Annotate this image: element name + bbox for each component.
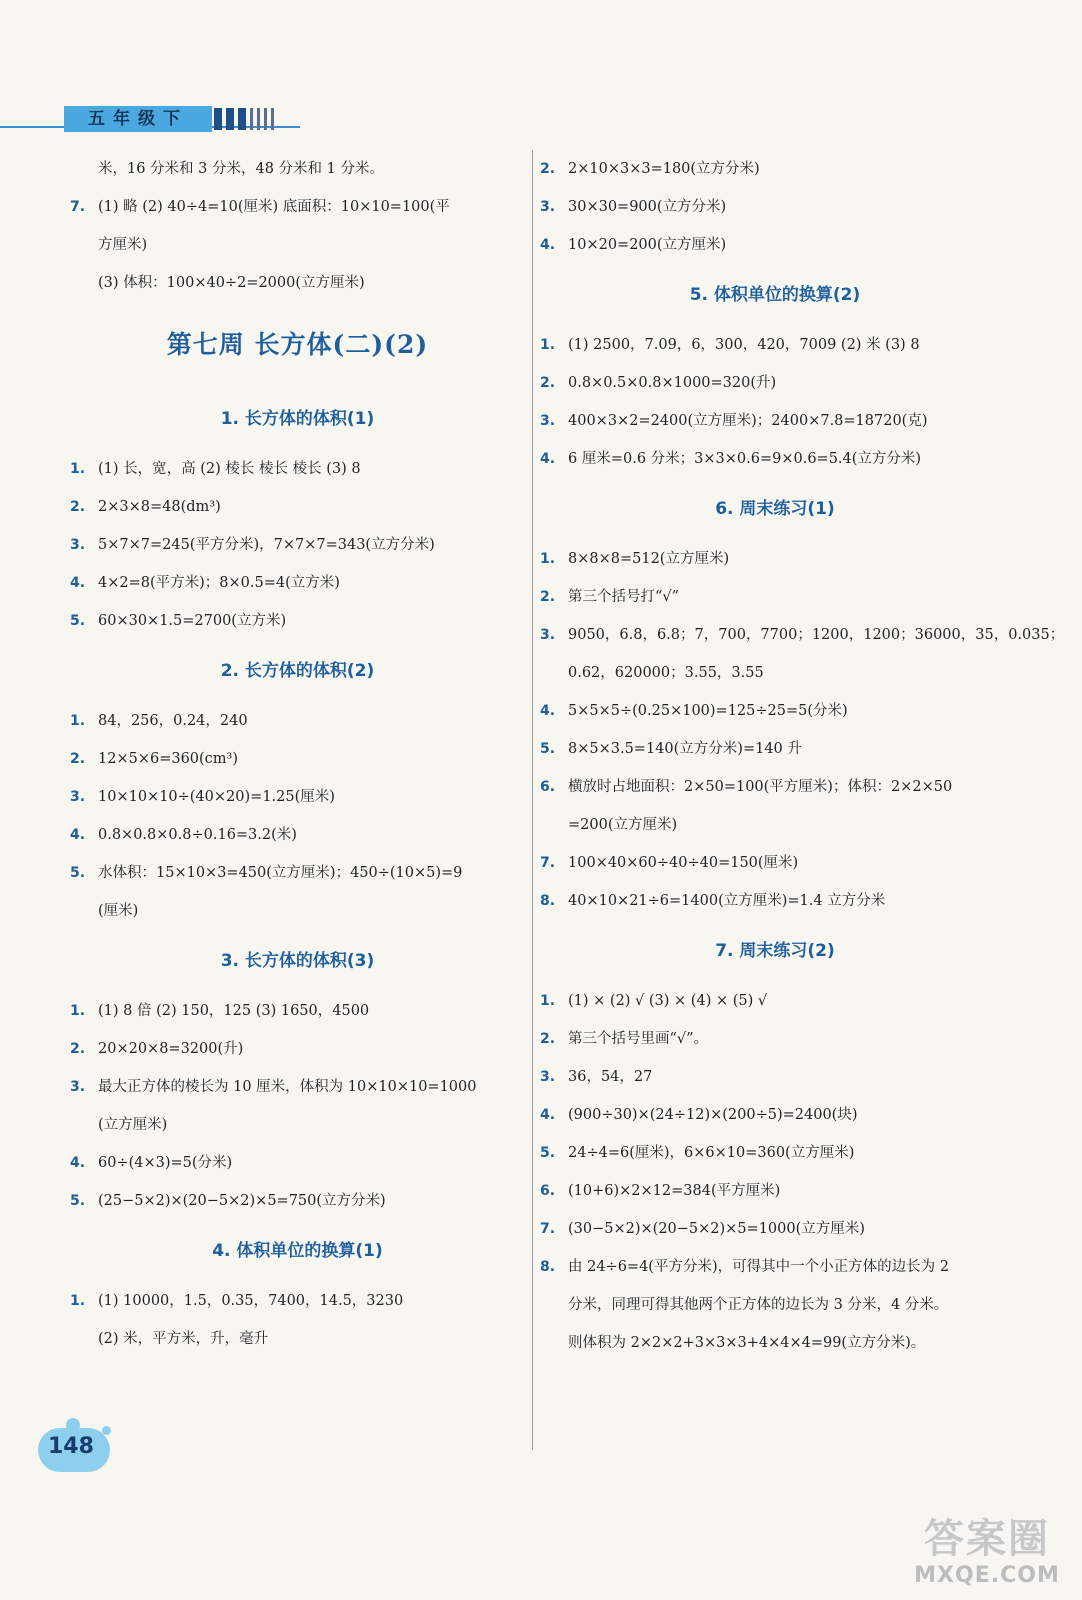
answer-item <box>540 616 1065 654</box>
answer-continuation: (厘米) <box>98 903 139 919</box>
item-text: 400×3×2=2400(立方厘米)；2400×7.8=18720(克) <box>568 413 928 429</box>
answer-item <box>70 1282 525 1320</box>
item-text: 84，256，0.24，240 <box>98 713 248 729</box>
grade-label: 五年级下 <box>64 106 212 132</box>
item-number: 3. <box>70 1079 86 1095</box>
answer-item <box>70 188 525 226</box>
item-number: 1. <box>540 551 556 567</box>
answer-continuation: 分米，同理可得其他两个正方体的边长为 3 分米，4 分米。 <box>568 1297 949 1313</box>
item-number: 1. <box>540 993 556 1009</box>
item-text: 40×10×21÷6=1400(立方厘米)=1.4 立方分米 <box>568 893 886 909</box>
item-number: 1. <box>70 1293 86 1309</box>
chapter-title: 第七周 长方体(二)(2) <box>166 330 429 359</box>
item-number: 4. <box>70 575 86 591</box>
item-text: (1) 略 (2) 40÷4=10(厘米) 底面积：10×10=100(平 <box>98 199 450 215</box>
answer-item <box>70 488 525 526</box>
item-number: 2. <box>540 375 556 391</box>
item-number: 2. <box>540 1031 556 1047</box>
section-title: 6. 周末练习(1) <box>715 499 835 519</box>
item-number: 4. <box>540 237 556 253</box>
item-text: 4×2=8(平方米)；8×0.5=4(立方米) <box>98 575 340 591</box>
answer-item <box>70 816 525 854</box>
item-text: (1) 长，宽，高 (2) 棱长 棱长 棱长 (3) 8 <box>98 461 361 477</box>
answer-item <box>540 730 1010 768</box>
section-title: 3. 长方体的体积(3) <box>220 951 375 971</box>
item-text: (10+6)×2×12=384(平方厘米) <box>568 1183 781 1199</box>
section-title: 7. 周末练习(2) <box>715 941 835 961</box>
item-number: 5. <box>540 741 556 757</box>
answer-continuation: =200(立方厘米) <box>568 817 678 833</box>
item-number: 5. <box>70 613 86 629</box>
answer-item <box>540 1058 1010 1096</box>
item-text: (30−5×2)×(20−5×2)×5=1000(立方厘米) <box>568 1221 865 1237</box>
item-number: 5. <box>70 1193 86 1209</box>
item-text: 9050，6.8，6.8；7，700，7700；1200，1200；36000，35，0.035； <box>568 627 1065 643</box>
item-text: 8×5×3.5=140(立方分米)=140 升 <box>568 741 802 757</box>
item-text: 0.8×0.8×0.8÷0.16=3.2(米) <box>98 827 297 843</box>
item-text: 第三个括号里画“√”。 <box>568 1031 709 1047</box>
answer-continuation: 米，16 分米和 3 分米，48 分米和 1 分米。 <box>98 161 385 177</box>
answer-continuation: 方厘米) <box>98 237 148 253</box>
answer-continuation: 0.62，620000；3.55，3.55 <box>568 665 764 681</box>
item-number: 3. <box>540 199 556 215</box>
item-number: 4. <box>540 703 556 719</box>
item-text: (1) × (2) √ (3) × (4) × (5) √ <box>568 993 768 1009</box>
item-text: 0.8×0.5×0.8×1000=320(升) <box>568 375 777 391</box>
answer-item <box>540 440 1010 478</box>
item-text: 100×40×60÷40÷40=150(厘米) <box>568 855 799 871</box>
watermark-logo <box>912 1514 1062 1590</box>
answer-item <box>70 450 525 488</box>
answer-continuation: (立方厘米) <box>98 1117 168 1133</box>
section-title: 4. 体积单位的换算(1) <box>212 1241 383 1261</box>
answer-item <box>540 540 1010 578</box>
item-text: 60×30×1.5=2700(立方米) <box>98 613 287 629</box>
section-title: 2. 长方体的体积(2) <box>220 661 375 681</box>
answer-item <box>540 226 1010 264</box>
header-stripes <box>214 108 274 130</box>
item-number: 7. <box>540 855 556 871</box>
answer-item <box>540 882 1010 920</box>
item-number: 4. <box>70 1155 86 1171</box>
item-text: 2×10×3×3=180(立方分米) <box>568 161 760 177</box>
answer-item <box>70 1144 525 1182</box>
section-title: 1. 长方体的体积(1) <box>220 409 375 429</box>
answer-item <box>70 740 525 778</box>
answer-item <box>70 702 525 740</box>
item-text: (900÷30)×(24÷12)×(200÷5)=2400(块) <box>568 1107 858 1123</box>
answer-item <box>540 844 1010 882</box>
item-text: 60÷(4×3)=5(分米) <box>98 1155 233 1171</box>
item-text: 第三个括号打“√” <box>568 589 680 605</box>
answer-item <box>70 564 525 602</box>
watermark-site-text: MXQE.COM <box>914 1563 1060 1588</box>
item-number: 3. <box>70 789 86 805</box>
answer-item <box>70 778 525 816</box>
answer-item <box>540 768 1010 806</box>
answer-item <box>540 364 1010 402</box>
item-text: 24÷4=6(厘米)，6×6×10=360(立方厘米) <box>568 1145 855 1161</box>
answer-item <box>70 526 525 564</box>
item-number: 1. <box>70 1003 86 1019</box>
item-text: 10×10×10÷(40×20)=1.25(厘米) <box>98 789 335 805</box>
item-number: 4. <box>70 827 86 843</box>
item-text: 6 厘米=0.6 分米；3×3×0.6=9×0.6=5.4(立方分米) <box>568 451 922 467</box>
item-number: 1. <box>540 337 556 353</box>
item-text: 横放时占地面积：2×50=100(平方厘米)；体积：2×2×50 <box>568 779 953 795</box>
item-text: (1) 8 倍 (2) 150，125 (3) 1650，4500 <box>98 1003 370 1019</box>
answer-item <box>540 692 1010 730</box>
item-text: (25−5×2)×(20−5×2)×5=750(立方分米) <box>98 1193 386 1209</box>
item-text: 最大正方体的棱长为 10 厘米，体积为 10×10×10=1000 <box>98 1079 477 1095</box>
answer-item <box>540 150 1010 188</box>
answer-item <box>540 578 1010 616</box>
answer-continuation: (3) 体积：100×40÷2=2000(立方厘米) <box>98 275 365 291</box>
item-number: 2. <box>70 751 86 767</box>
item-text: 36，54，27 <box>568 1069 653 1085</box>
item-number: 5. <box>540 1145 556 1161</box>
answer-item <box>70 854 525 892</box>
grade-header <box>0 104 300 134</box>
item-number: 7. <box>540 1221 556 1237</box>
answer-item <box>540 1134 1010 1172</box>
answer-item <box>540 1172 1010 1210</box>
page-number-badge <box>36 1418 112 1474</box>
left-column <box>70 150 525 1358</box>
answer-continuation: (2) 米，平方米，升，毫升 <box>98 1331 269 1347</box>
answer-item <box>540 326 1010 364</box>
item-text: 30×30=900(立方分米) <box>568 199 727 215</box>
answer-item <box>70 1068 525 1106</box>
answer-item <box>70 1030 525 1068</box>
item-text: 由 24÷6=4(平方分米)，可得其中一个小正方体的边长为 2 <box>568 1259 949 1275</box>
answer-item <box>540 1096 1010 1134</box>
section-title: 5. 体积单位的换算(2) <box>689 285 861 305</box>
item-number: 4. <box>540 1107 556 1123</box>
item-number: 1. <box>70 713 86 729</box>
item-number: 2. <box>540 589 556 605</box>
item-text: (1) 10000，1.5，0.35，7400，14.5，3230 <box>98 1293 404 1309</box>
item-number: 6. <box>540 779 556 795</box>
answer-item <box>70 1182 525 1220</box>
item-number: 8. <box>540 893 556 909</box>
item-text: 20×20×8=3200(升) <box>98 1041 244 1057</box>
item-number: 6. <box>540 1183 556 1199</box>
item-text: 8×8×8=512(立方厘米) <box>568 551 730 567</box>
item-number: 3. <box>540 1069 556 1085</box>
item-number: 8. <box>540 1259 556 1275</box>
answer-item <box>540 1210 1010 1248</box>
answer-item <box>540 402 1010 440</box>
item-number: 7. <box>70 199 86 215</box>
item-text: 10×20=200(立方厘米) <box>568 237 727 253</box>
column-divider <box>532 150 533 1450</box>
item-text: (1) 2500，7.09，6，300，420，7009 (2) 米 (3) 8 <box>568 337 920 353</box>
item-text: 2×3×8=48(dm³) <box>98 499 221 515</box>
answer-item <box>540 982 1010 1020</box>
answer-item <box>70 602 525 640</box>
item-text: 5×7×7=245(平方分米)，7×7×7=343(立方分米) <box>98 537 435 553</box>
answer-item <box>70 992 525 1030</box>
answer-item <box>540 188 1010 226</box>
item-text: 5×5×5÷(0.25×100)=125÷25=5(分米) <box>568 703 848 719</box>
item-number: 3. <box>540 413 556 429</box>
right-column <box>540 150 1065 1362</box>
page-number: 148 <box>48 1434 94 1459</box>
item-number: 2. <box>70 1041 86 1057</box>
answer-continuation: 则体积为 2×2×2+3×3×3+4×4×4=99(立方分米)。 <box>568 1335 926 1351</box>
item-text: 12×5×6=360(cm³) <box>98 751 239 767</box>
answer-item <box>540 1248 1010 1286</box>
item-number: 3. <box>70 537 86 553</box>
item-number: 2. <box>70 499 86 515</box>
item-number: 3. <box>540 627 556 643</box>
item-number: 5. <box>70 865 86 881</box>
item-number: 2. <box>540 161 556 177</box>
item-text: 水体积：15×10×3=450(立方厘米)；450÷(10×5)=9 <box>98 865 463 881</box>
item-number: 1. <box>70 461 86 477</box>
item-number: 4. <box>540 451 556 467</box>
watermark-logo-text: 答案圈 <box>924 1516 1050 1562</box>
answer-item <box>540 1020 1010 1058</box>
